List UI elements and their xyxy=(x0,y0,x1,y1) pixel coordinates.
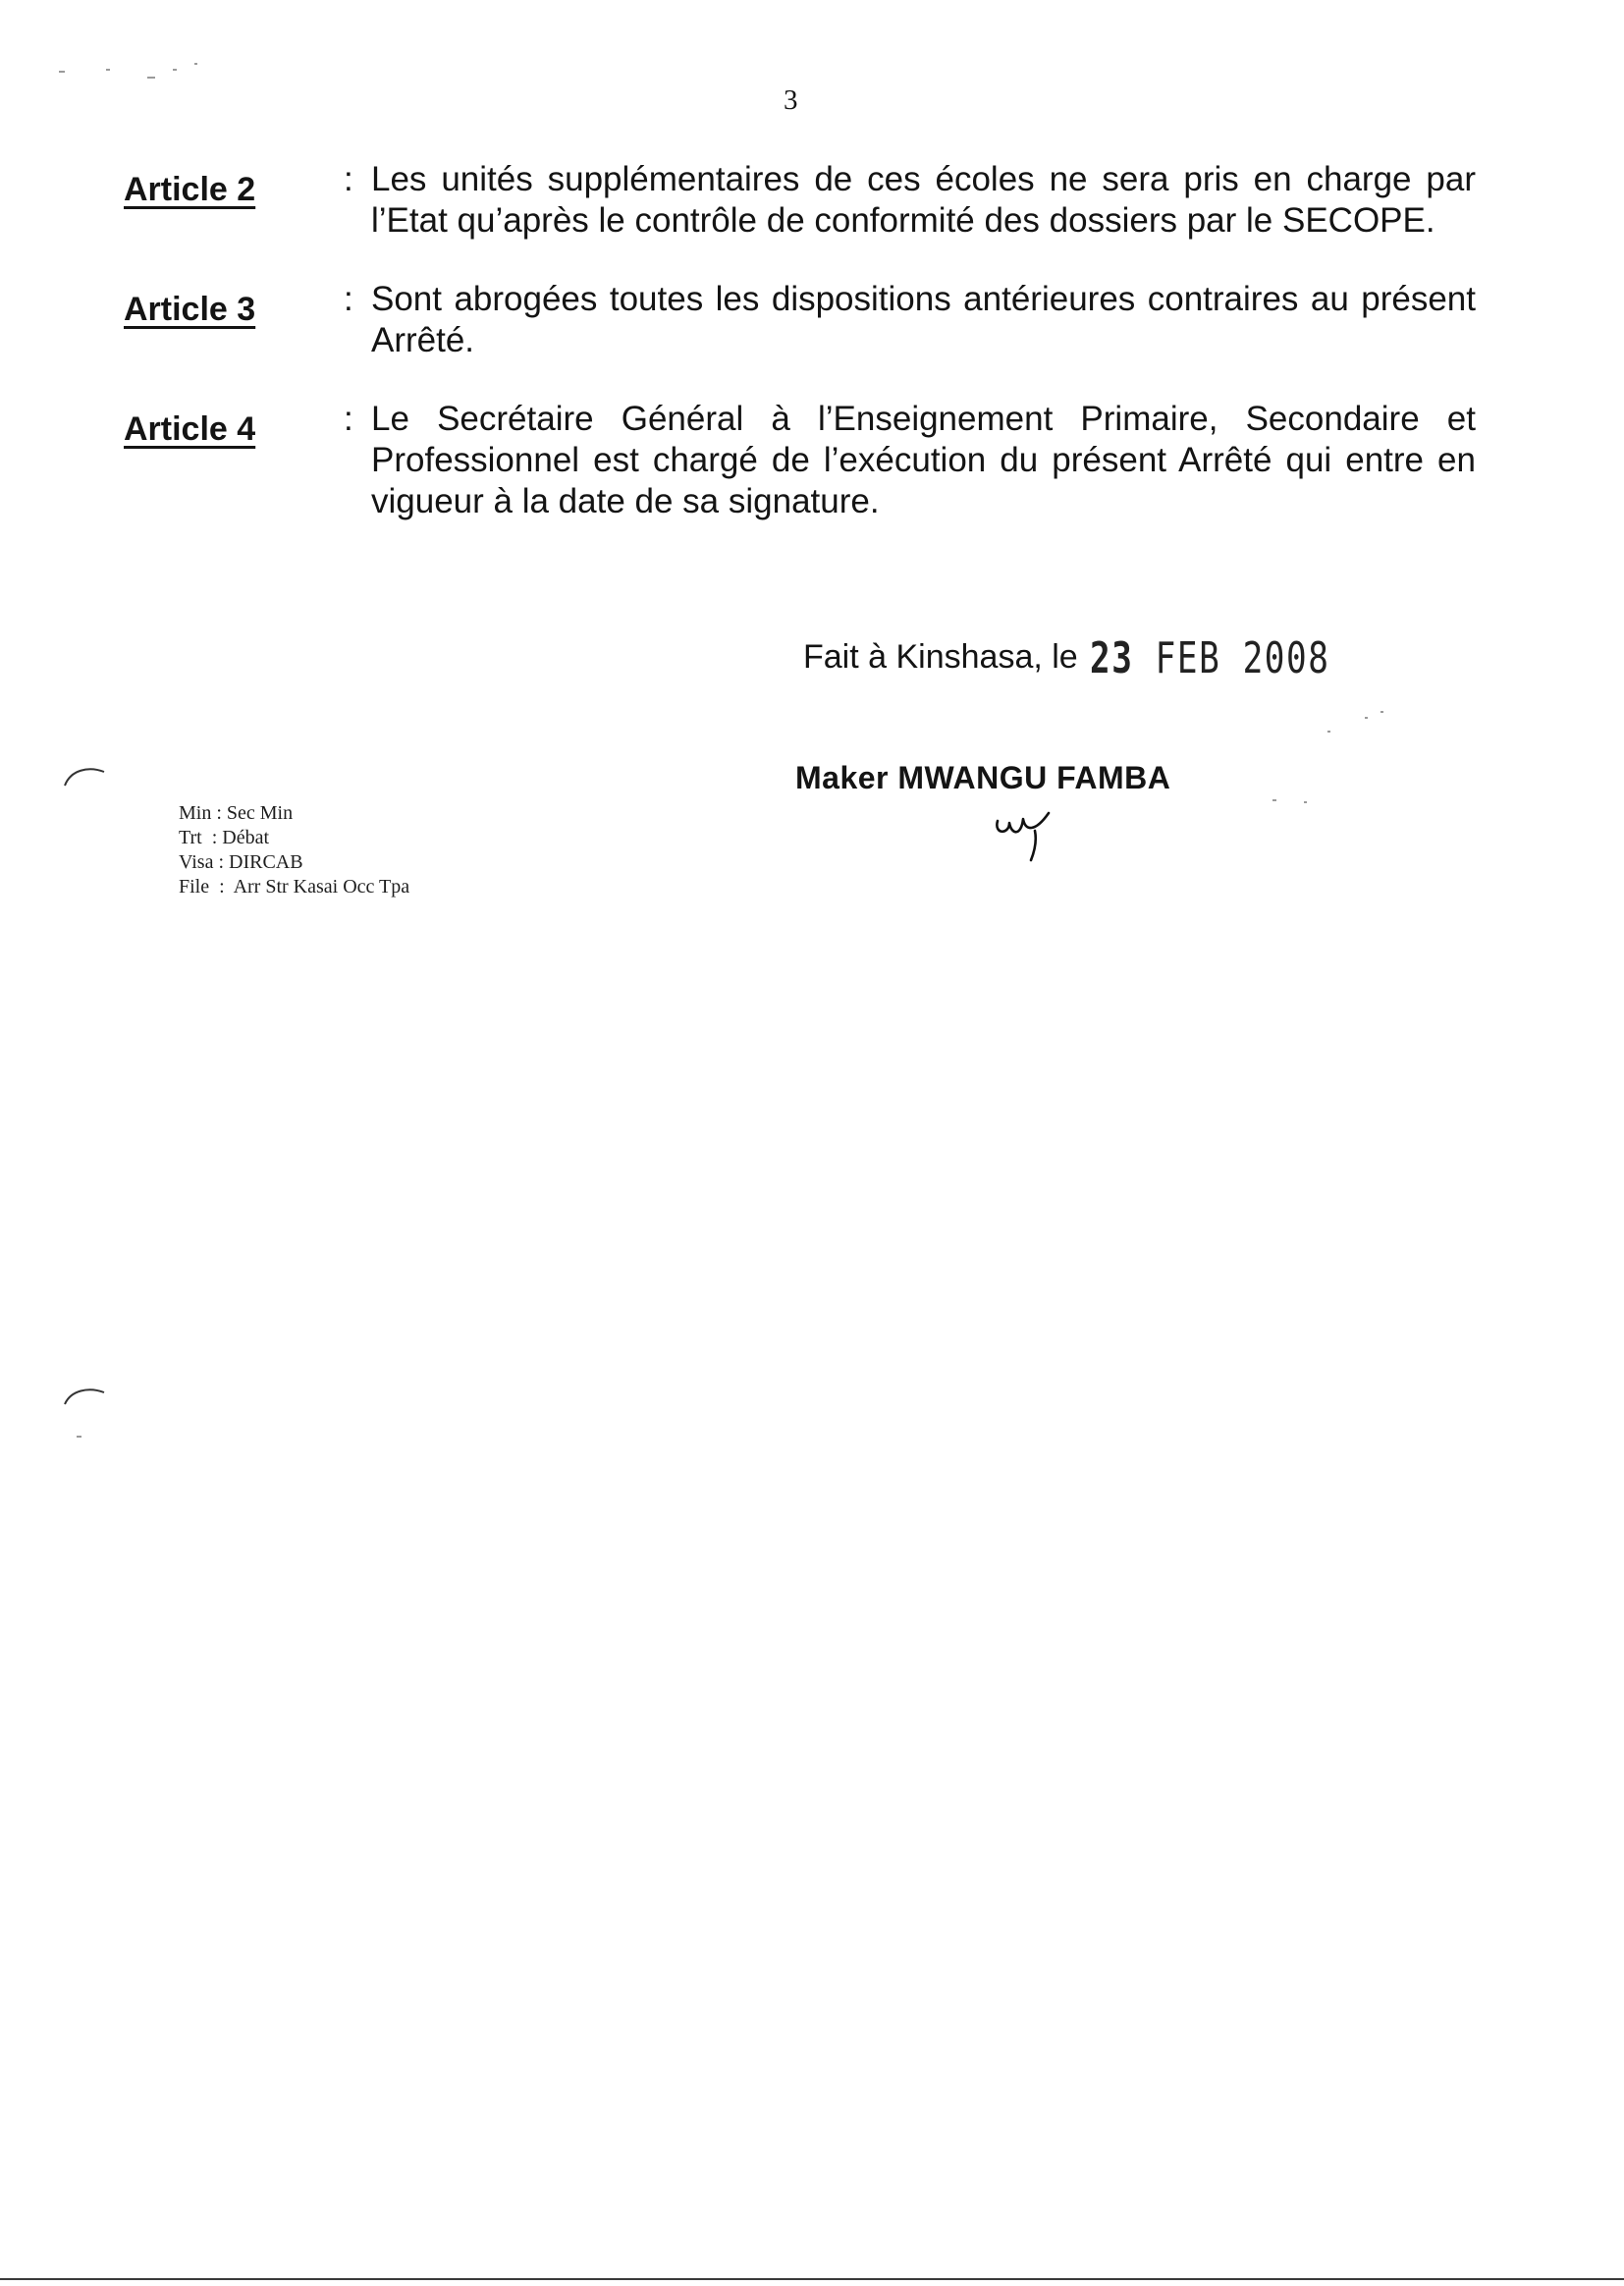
date-stamp xyxy=(1090,633,1329,683)
scan-speck xyxy=(1272,799,1276,801)
reference-block xyxy=(179,801,409,899)
article-4-text xyxy=(344,399,1476,522)
handwritten-signature xyxy=(992,805,1060,864)
punch-hole-mark xyxy=(59,1381,110,1408)
scan-speck xyxy=(1304,801,1307,803)
page-number: 3 xyxy=(784,84,798,116)
scan-speck xyxy=(106,69,110,71)
scan-bottom-edge xyxy=(0,2278,1624,2280)
scan-speck xyxy=(1380,711,1383,713)
reference-line-min: Min : Sec Min xyxy=(179,802,294,824)
article-separator: : xyxy=(344,400,353,438)
reference-line-trt: Trt : Débat xyxy=(179,827,270,848)
scan-speck xyxy=(1327,731,1330,733)
scan-speck xyxy=(1365,717,1368,719)
punch-hole-mark xyxy=(59,762,110,789)
signatory-name: Maker MWANGU FAMBA xyxy=(795,760,1171,795)
reference-line-visa: Visa : DIRCAB xyxy=(179,851,303,873)
article-2-label: Article 2 xyxy=(124,171,256,208)
date-stamp-month-year: FEB 2008 xyxy=(1155,633,1330,683)
scan-speck xyxy=(59,71,65,73)
scan-speck xyxy=(194,63,197,65)
article-3-label: Article 3 xyxy=(124,291,256,328)
article-body: Le Secrétaire Général à l’Enseignement Primaire, Secondaire et Professionnel est chargé de l’exécution du présent Arrêté qui entre en vigueur à la date de sa signature. xyxy=(371,400,1476,520)
scan-speck xyxy=(173,69,177,71)
article-body: Les unités supplémentaires de ces écoles ne sera pris en charge par l’Etat qu’après le contrôle de conformité des dossiers par le SECOPE. xyxy=(371,160,1476,240)
article-separator: : xyxy=(344,160,353,198)
article-body: Sont abrogées toutes les dispositions antérieures contraires au présent Arrêté. xyxy=(371,280,1476,359)
article-separator: : xyxy=(344,280,353,318)
reference-line-file: File : Arr Str Kasai Occ Tpa xyxy=(179,876,410,898)
article-4-label: Article 4 xyxy=(124,410,256,448)
article-3-text xyxy=(344,279,1476,361)
scan-speck xyxy=(77,1436,81,1438)
article-2-text xyxy=(344,159,1476,242)
scan-speck xyxy=(147,77,155,79)
place-date-line: Fait à Kinshasa, le xyxy=(803,638,1078,676)
date-stamp-day: 23 xyxy=(1090,633,1134,683)
